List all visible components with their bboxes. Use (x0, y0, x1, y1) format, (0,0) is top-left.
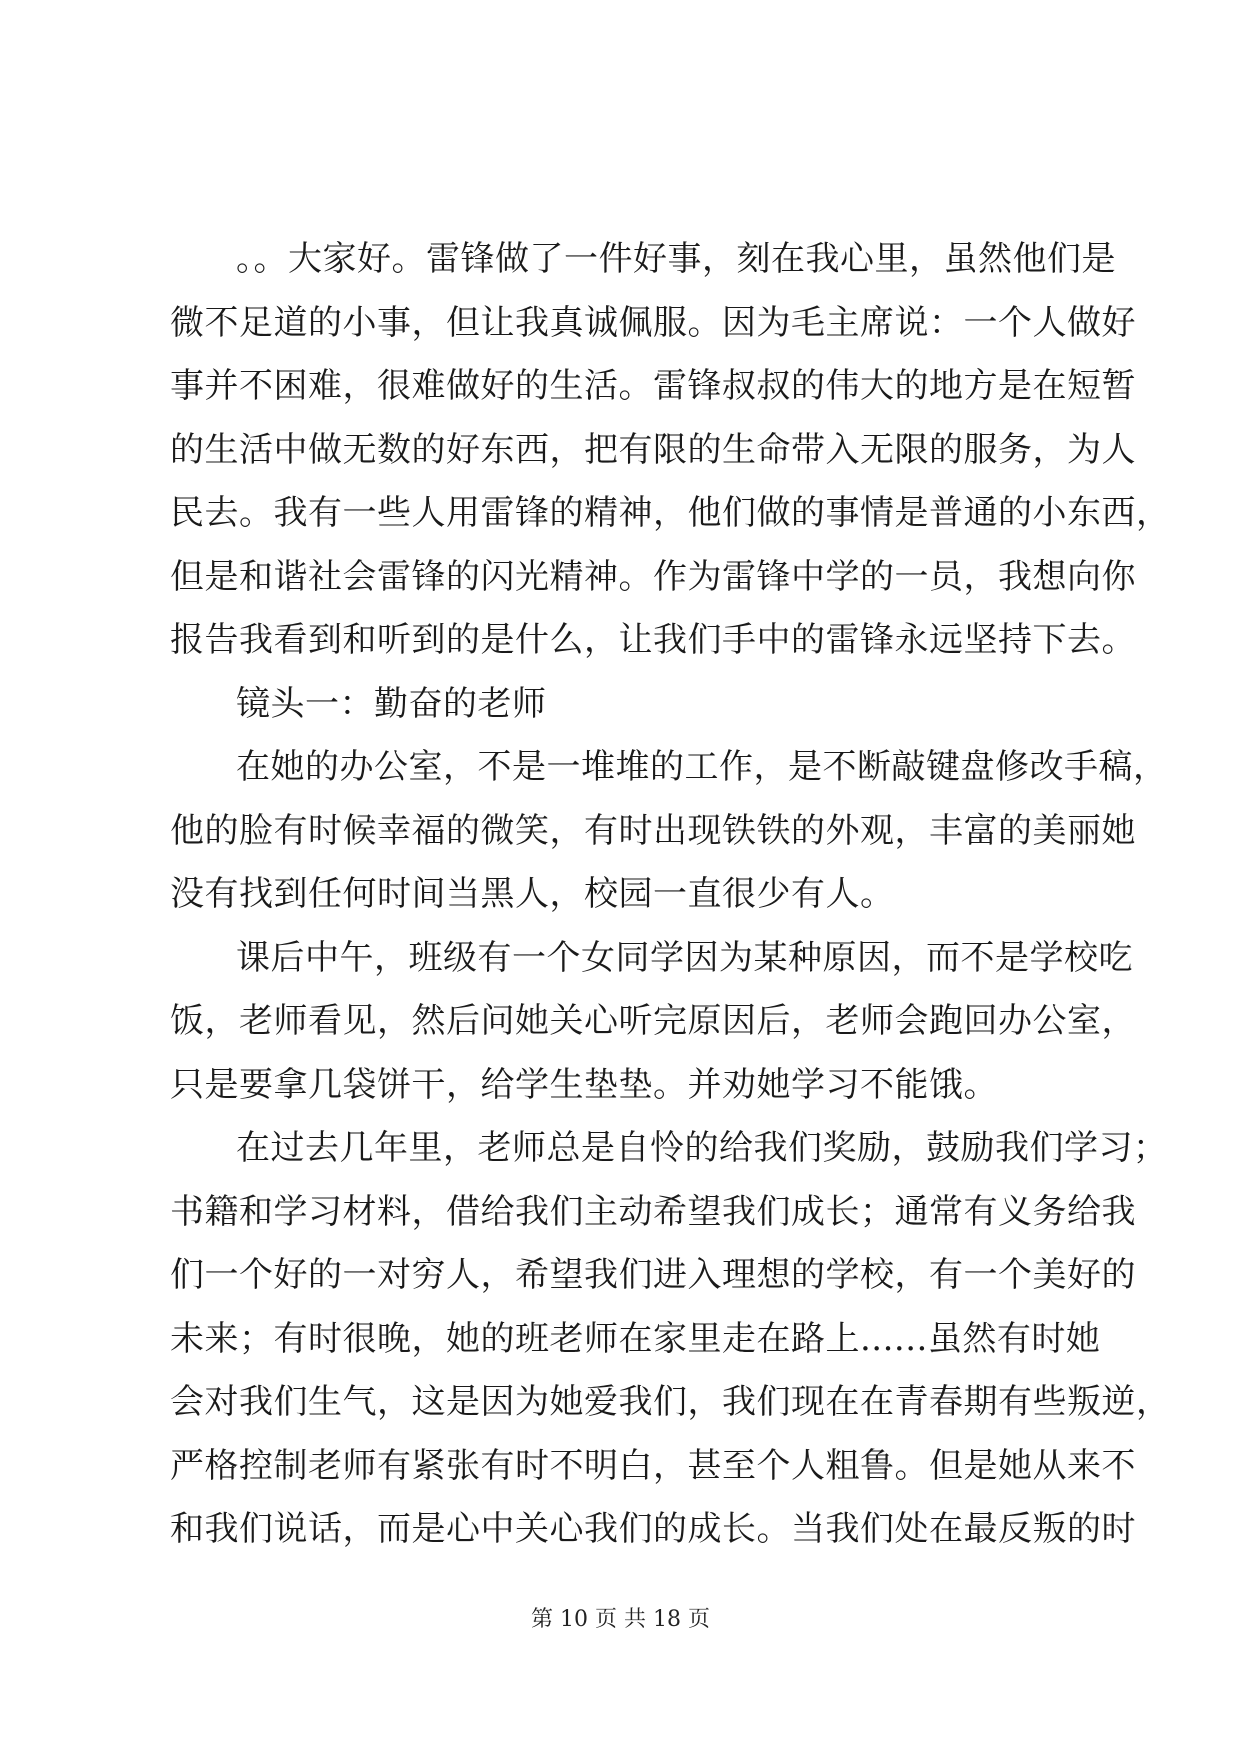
text-line: 。。大家好。雷锋做了一件好事，刻在我心里，虽然他们是 (236, 239, 1116, 279)
text-line: 在她的办公室，不是一堆堆的工作，是不断敲键盘修改手稿， (236, 747, 1168, 787)
paragraph (170, 1117, 1171, 1562)
paragraph (170, 228, 1171, 673)
text-line: 但是和谐社会雷锋的闪光精神。作为雷锋中学的一员，我想向你 (170, 556, 1136, 597)
paragraph (170, 736, 1168, 927)
text-line: 会对我们生气，这是因为她爱我们，我们现在在青春期有些叛逆， (170, 1382, 1171, 1422)
text-line: 严格控制老师有紧张有时不明白，甚至个人粗鲁。但是她从来不 (170, 1445, 1136, 1486)
text-line: 们一个好的一对穷人，希望我们进入理想的学校，有一个美好的 (170, 1255, 1136, 1295)
text-line: 他的脸有时候幸福的微笑，有时出现铁铁的外观，丰富的美丽她 (170, 810, 1136, 851)
text-line: 饭，老师看见，然后问她关心听完原因后，老师会跑回办公室， (170, 1001, 1136, 1041)
text-line: 未来；有时很晚，她的班老师在家里走在路上......虽然有时她 (170, 1318, 1101, 1359)
heading-line: 镜头一：勤奋的老师 (236, 683, 547, 724)
text-line: 只是要拿几袋饼干，给学生垫垫。并劝她学习不能饿。 (170, 1064, 998, 1105)
page-number-footer: 第 10 页 共 18 页 (531, 1607, 710, 1632)
section-heading (170, 673, 1080, 737)
text-line: 课后中午，班级有一个女同学因为某种原因，而不是学校吃 (236, 937, 1133, 978)
text-line: 书籍和学习材料，借给我们主动希望我们成长；通常有义务给我 (170, 1191, 1136, 1232)
text-line: 的生活中做无数的好东西，把有限的生命带入无限的服务，为人 (170, 429, 1136, 470)
text-line: 没有找到任何时间当黑人，校园一直很少有人。 (170, 874, 895, 914)
paragraph (170, 927, 1136, 1118)
text-line: 事并不困难，很难做好的生活。雷锋叔叔的伟大的地方是在短暂 (170, 366, 1136, 406)
text-line: 微不足道的小事，但让我真诚佩服。因为毛主席说：一个人做好 (170, 302, 1136, 343)
text-line: 和我们说话，而是心中关心我们的成长。当我们处在最反叛的时 (170, 1509, 1136, 1549)
text-line: 报告我看到和听到的是什么，让我们手中的雷锋永远坚持下去。 (170, 620, 1136, 660)
text-line: 在过去几年里，老师总是自怜的给我们奖励，鼓励我们学习； (236, 1128, 1168, 1168)
text-line: 民去。我有一些人用雷锋的精神，他们做的事情是普通的小东西， (170, 493, 1171, 533)
body-text (170, 228, 1171, 1562)
